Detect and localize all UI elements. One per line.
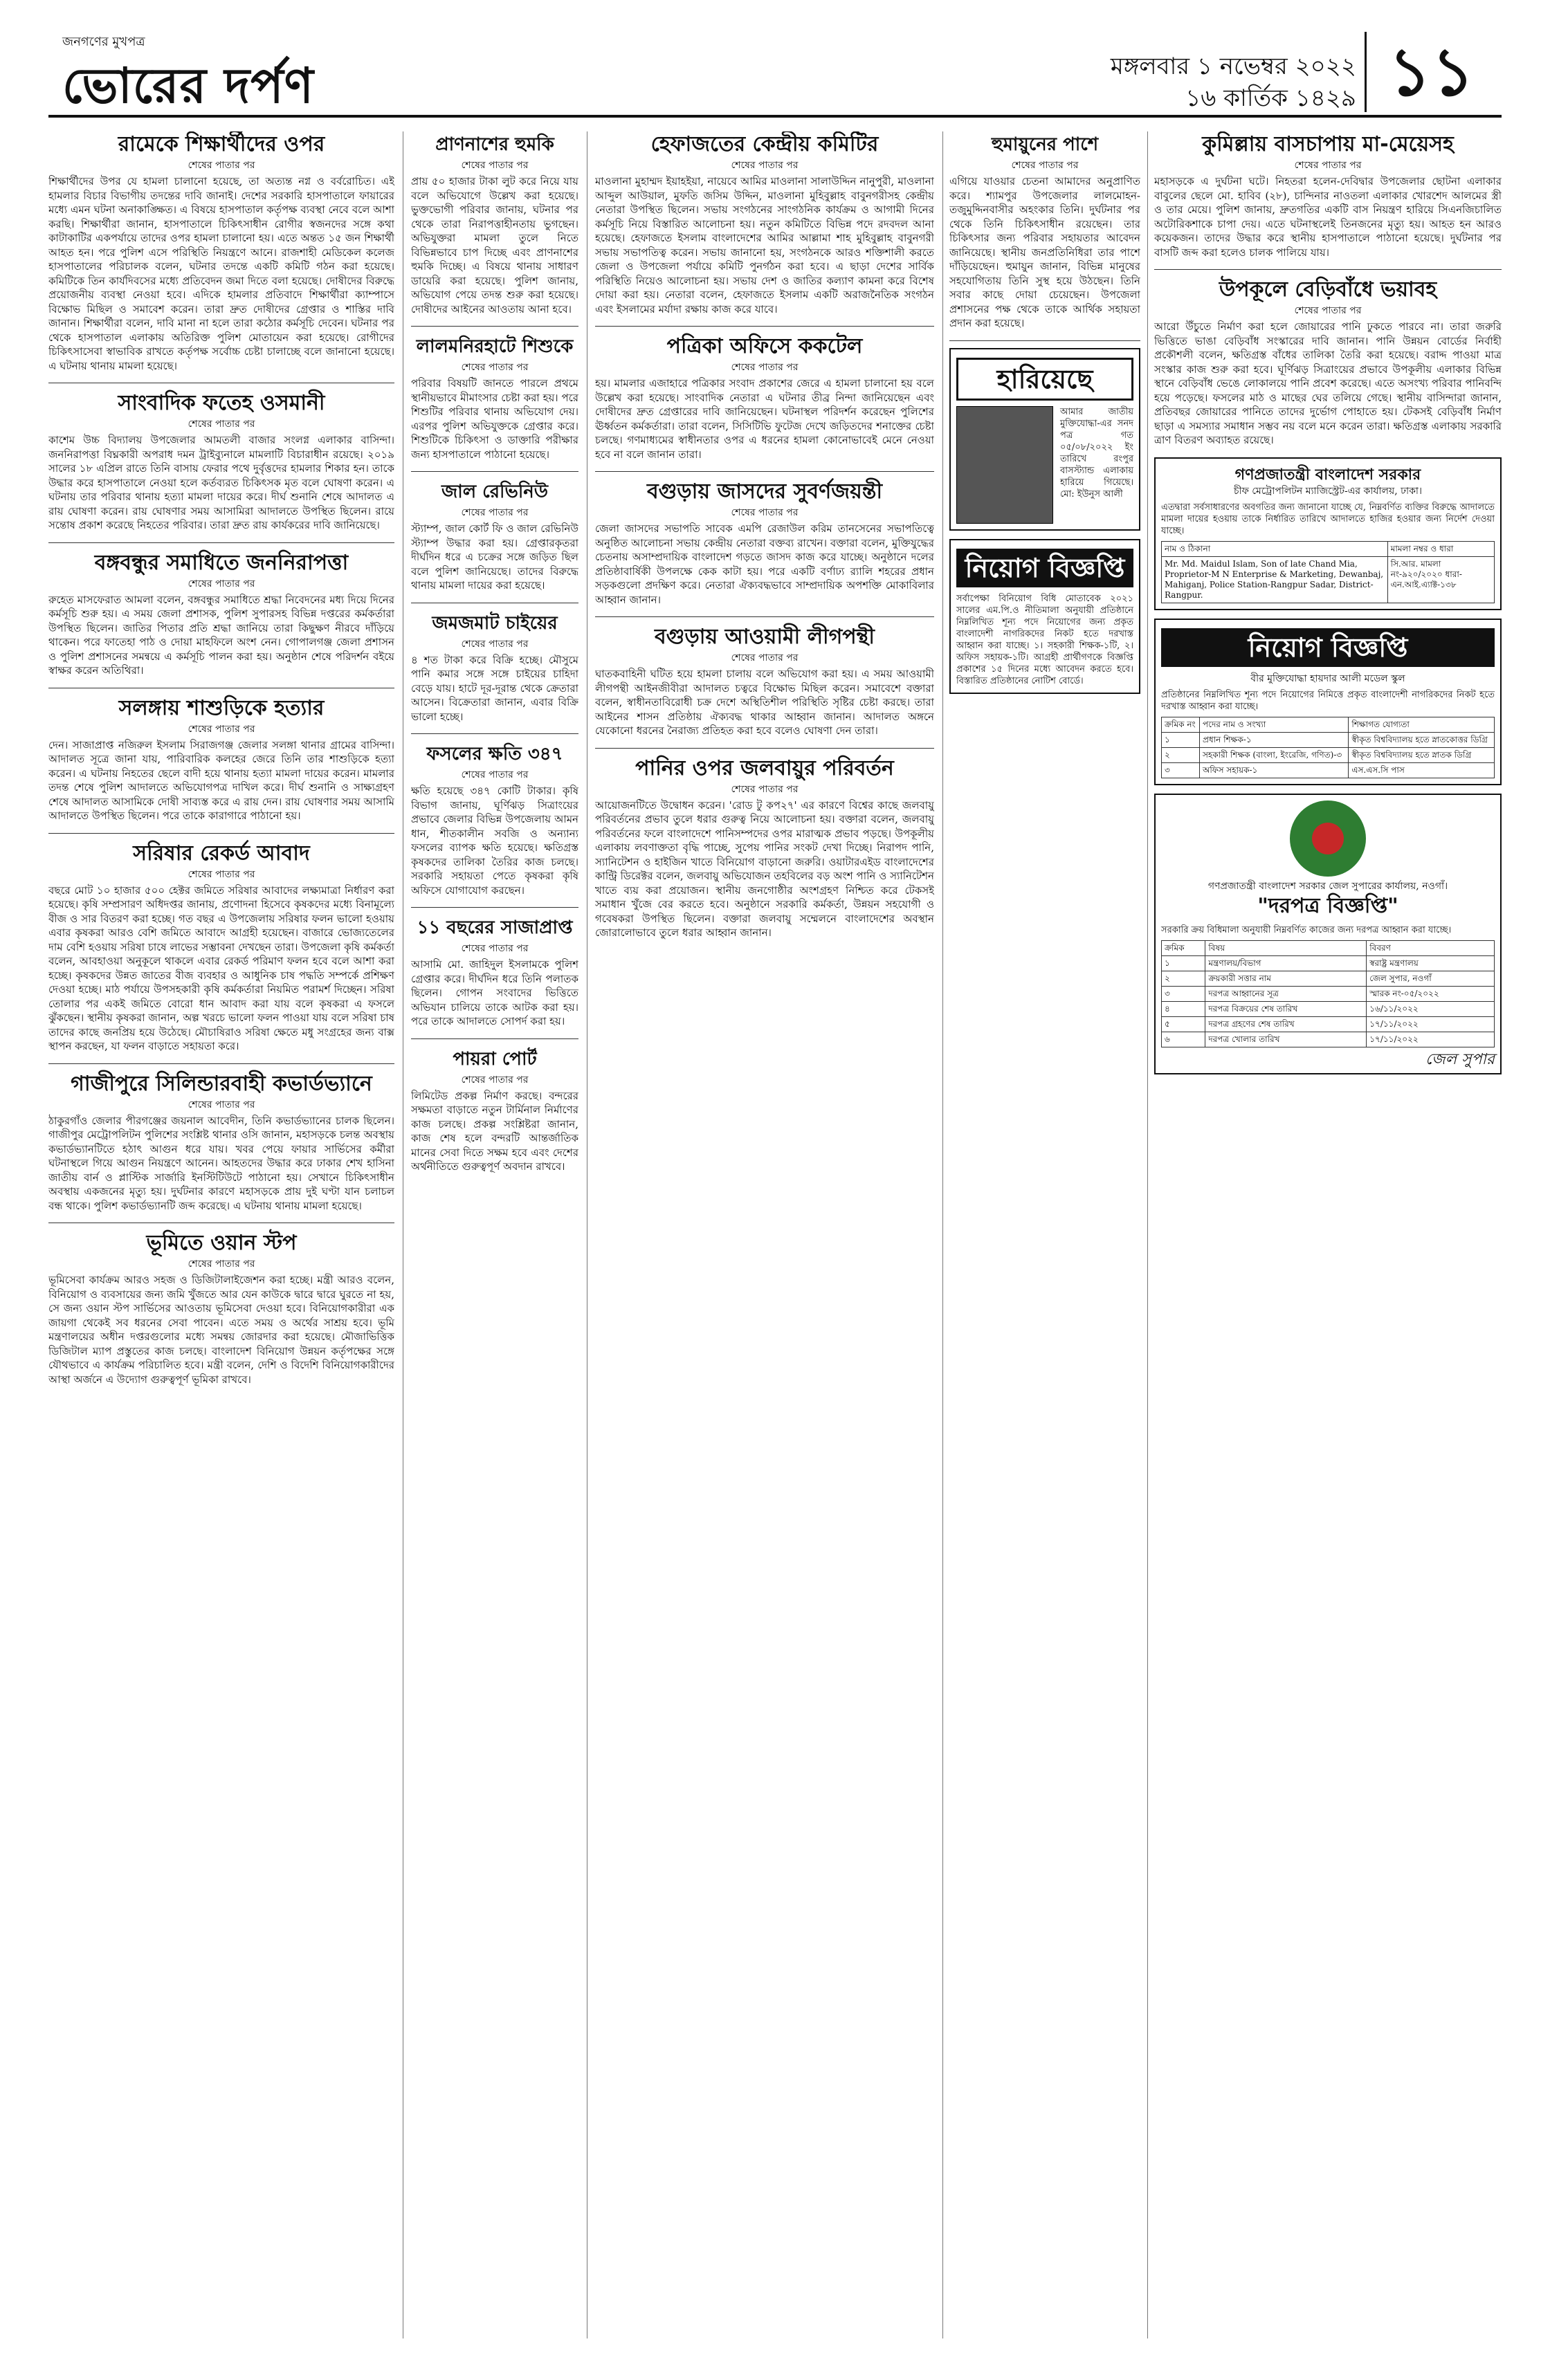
- article: [411, 915, 578, 1029]
- table-cell: ১৬/১১/২০২২: [1367, 1002, 1495, 1017]
- lost-notice: [949, 348, 1140, 531]
- table-cell: দরপত্র খোলার তারিখ: [1205, 1032, 1367, 1047]
- article-body: মহাসড়কে এ দুর্ঘটনা ঘটে। নিহতরা হলেন-দেবিদ্বার উপজেলার ছোটনা এলাকার বাবুলের ছেলে মো. হাবিব (২৮), চান্দিনার নাওতলা এলাকার খোরশেদ আলমের স্ত্রী ও তার মেয়ে। পুলিশ জানায়, দ্রুতগতির একটি বাস নিয়ন্ত্রণ হারিয়ে সিএনজিচালিত অটোরিকশাকে চাপা দেয়। এতে ঘটনাস্থলেই তিনজনের মৃত্যু হয়। আহত হন আরও কয়েকজন। তাদের উদ্ধার করে স্থানীয় হাসপাতালে পাঠানো হয়েছে। দুর্ঘটনার পর বাসটি জব্দ করা হলেও চালক পালিয়ে যায়।: [1154, 175, 1502, 259]
- tender-office: গণপ্রজাতন্ত্রী বাংলাদেশ সরকার জেল সুপারের কার্যালয়, নওগাঁ।: [1207, 881, 1448, 892]
- continuation-label: শেষের পাতার পর: [1011, 160, 1079, 171]
- recruitment-banner: নিয়োগ বিজ্ঞপ্তি: [956, 549, 1133, 587]
- newspaper-logo: ভোরের দর্পণ: [62, 57, 314, 114]
- table-cell: Mr. Md. Maidul Islam, Son of late Chand Mia, Proprietor-M N Enterprise & Marketing, Dewanbaj, Mahiganj, Police Station-Rangpur Sadar, District-Rangpur.: [1162, 556, 1388, 603]
- divider: [48, 833, 394, 834]
- table-cell: অফিস সহায়ক-১: [1199, 762, 1348, 778]
- article-headline: সাংবাদিক ফতেহ ওসমানী: [118, 391, 325, 415]
- government-emblem-icon: [1290, 800, 1366, 877]
- divider: [411, 733, 578, 734]
- divider: [595, 326, 934, 327]
- table-cell: ১৭/১১/২০২২: [1367, 1032, 1495, 1047]
- continuation-label: শেষের পাতার পর: [731, 160, 799, 171]
- table-cell: স্বীকৃত বিশ্ববিদ্যালয় হতে স্নাতক ডিগ্রি: [1349, 747, 1495, 762]
- recruitment-text: সর্বাপেক্ষা বিনিয়োগ বিধি মোতাবেক ২০২১ সালের এম.পি.ও নীতিমালা অনুযায়ী প্রতিষ্ঠানে নিম্নলিখিত শূন্য পদে নিয়োগের জন্য প্রকৃত বাংলাদেশী নাগরিকদের নিকট হতে দরখাস্ত আহ্বান করা যাচ্ছে। ১। সহকারী শিক্ষক-১টি, ২। অফিস সহায়ক-১টি। আগ্রহী প্রার্থীগণকে বিজ্ঞপ্তি প্রকাশের ১৫ দিনের মধ্যে আবেদন করতে হবে। বিস্তারিত প্রতিষ্ঠানের নোটিশ বোর্ডে।: [956, 593, 1133, 686]
- table-cell: প্রধান শিক্ষক-১: [1199, 732, 1348, 747]
- divider: [1154, 269, 1502, 270]
- divider: [48, 1063, 394, 1064]
- article-body: রুহেত মাসফেরাত আমলা বলেন, বঙ্গবন্ধুর সমাধিতে শ্রদ্ধা নিবেদনের মধ্য দিয়ে দিনের কর্মসূচি শুরু হয়। এ সময় জেলা প্রশাসক, পুলিশ সুপারসহ বিভিন্ন দপ্তরের কর্মকর্তারা উপস্থিত ছিলেন। জাতির পিতার প্রতি শ্রদ্ধা জানিয়ে তারা কিছুক্ষণ নীরবে দাঁড়িয়ে থাকেন। পরে ফাতেহা পাঠ ও দোয়া মাহফিলে অংশ নেন। গোপালগঞ্জ জেলা প্রশাসন ও পুলিশ প্রশাসনের সমন্বয়ে এ কর্মসূচি পালন করা হয়। অনুষ্ঠান শেষে পরিদর্শন বইয়ে স্বাক্ষর করেন অতিথিরা।: [48, 593, 394, 677]
- continuation-label: শেষের পাতার পর: [188, 1258, 255, 1270]
- masthead-tagline: জনগণের মুখপত্র: [62, 35, 145, 49]
- article-headline: ফসলের ক্ষতি ৩৪৭: [426, 744, 563, 765]
- table-cell: দরপত্র আহ্বানের সূত্র: [1205, 987, 1367, 1002]
- article-body: আসামি মো. জাহিদুল ইসলামকে পুলিশ গ্রেপ্তার করে। দীর্ঘদিন ধরে তিনি পলাতক ছিলেন। গোপন সংবাদের ভিত্তিতে অভিযান চালিয়ে তাকে আটক করা হয়। পরে তাকে আদালতে সোপর্দ করা হয়।: [411, 958, 578, 1027]
- column-rule: [1147, 131, 1148, 2338]
- column-3: [595, 131, 934, 2338]
- lost-notice-banner: হারিয়েছে: [956, 358, 1133, 401]
- column-2: [411, 131, 578, 2338]
- article: [595, 333, 934, 461]
- article-body: পরিবার বিষয়টি জানতে পারলে প্রথমে স্থানীয়ভাবে মীমাংসার চেষ্টা করা হয়। পরে শিশুটির পরিবার থানায় অভিযোগ দেয়। এরপর পুলিশ অভিযুক্তকে গ্রেপ্তার করে। শিশুটিকে চিকিৎসা ও ডাক্তারি পরীক্ষার জন্য হাসপাতালে পাঠানো হয়েছে।: [411, 377, 578, 461]
- article-headline: বঙ্গবন্ধুর সমাধিতে জননিরাপত্তা: [94, 550, 349, 575]
- article-headline: গাজীপুরে সিলিন্ডারবাহী কভার্ডভ্যানে: [71, 1071, 372, 1096]
- table-cell: জেল সুপার, নওগাঁ: [1367, 971, 1495, 987]
- article-headline: কুমিল্লায় বাসচাপায় মা-মেয়েসহ: [1202, 132, 1454, 156]
- masthead: [48, 28, 1502, 118]
- table-cell: স্মারক নং-০৫/২০২২: [1367, 987, 1495, 1002]
- table-cell: ২: [1162, 747, 1200, 762]
- article-body: মাওলানা মুহাম্মদ ইয়াহইয়া, নায়েবে আমির মাওলানা সালাউদ্দিন নানুপুরী, মাওলানা আব্দুল আউয়াল, মুফতি জসিম উদ্দিন, মাওলানা মুহিবুল্লাহ বাবুনগরীসহ কেন্দ্রীয় নেতারা উপস্থিত ছিলেন। সভায় সংগঠনের সাংগঠনিক কার্যক্রম ও আগামী দিনের কর্মসূচি নিয়ে বিস্তারিত আলোচনা হয়। নতুন কমিটিতে বিভিন্ন পদে রদবদল আনা হয়েছে। হেফাজতে ইসলাম বাংলাদেশের আমির আল্লামা শাহ মুহিবুল্লাহ বাবুনগরী সভায় সভাপতিত্ব করেন। সভায় জানানো হয়, সংগঠনকে আরও শক্তিশালী করতে জেলা ও উপজেলা পর্যায়ে কমিটি পুনর্গঠন করা হবে। এ ছাড়া দেশের সার্বিক পরিস্থিতি নিয়েও আলোচনা হয়। সভায় দেশ ও জাতির কল্যাণ কামনা করে বিশেষ দোয়া করা হয়। নেতারা বলেন, হেফাজতে ইসলাম একটি অরাজনৈতিক সংগঠন এবং ইসলামের মর্যাদা রক্ষায় কাজ করে যাবে।: [595, 175, 934, 315]
- continuation-label: শেষের পাতার পর: [188, 868, 255, 880]
- continuation-label: শেষের পাতার পর: [461, 160, 529, 171]
- article: [48, 550, 394, 678]
- continuation-label: শেষের পাতার পর: [188, 723, 255, 735]
- tender-text: সরকারি ক্রয় বিধিমালা অনুযায়ী নিম্নবর্ণিত কাজের জন্য দরপত্র আহ্বান করা যাচ্ছে।: [1161, 925, 1452, 935]
- date-gregorian: মঙ্গলবার ১ নভেম্বর ২০২২: [1110, 53, 1356, 80]
- article-body: ক্ষতি হয়েছে ৩৪৭ কোটি টাকার। কৃষি বিভাগ জানায়, ঘূর্ণিঝড় সিত্রাংয়ের প্রভাবে জেলার বিভিন্ন উপজেলায় আমন ধান, শীতকালীন সবজি ও অন্যান্য ফসলের ব্যাপক ক্ষতি হয়েছে। ক্ষতিগ্রস্ত কৃষকদের তালিকা তৈরির কাজ চলছে। সরকারি সহায়তা পেতে কৃষকরা কৃষি অফিসে যোগাযোগ করছেন।: [411, 785, 578, 897]
- continuation-label: শেষের পাতার পর: [461, 943, 529, 954]
- divider: [48, 542, 394, 543]
- article-headline: জমজমাট চাইয়ের: [432, 612, 558, 634]
- article-headline: জাল রেভিনিউ: [441, 482, 549, 502]
- lost-notice-text: আমার জাতীয় মুক্তিযোদ্ধা-এর সনদ পত্র গত ০৫/০৮/২০২২ ইং তারিখে রংপুর বাসস্ট্যান্ড এলাকায় হারিয়ে গিয়েছে। মো: ইউনুস আলী: [1060, 406, 1133, 500]
- article-body: আয়োজনটিতে উদ্বোধন করেন। 'রোড টু কপ২৭' এর কারণে বিশ্বের কাছে জলবায়ু পরিবর্তনের প্রভাব তুলে ধরার গুরুত্ব নিয়ে আলোচনা হয়। বক্তারা বলেন, জলবায়ু পরিবর্তনের ফলে বাংলাদেশে পানিসম্পদের ওপর মারাত্মক প্রভাব পড়ছে। উপকূলীয় এলাকায় লবণাক্ততা বৃদ্ধি পাচ্ছে, সুপেয় পানির সংকট দেখা দিচ্ছে। নিরাপদ পানি, স্যানিটেশন ও হাইজিন খাতে বিনিয়োগ বাড়ানো জরুরি। ওয়াটারএইড বাংলাদেশের কান্ট্রি ডিরেক্টর বলেন, জলবায়ু অভিযোজন তহবিলের বড় অংশ পানি ও স্যানিটেশন খাতে ব্যয় করা প্রয়োজন। স্থানীয় জনগোষ্ঠীর অংশগ্রহণ নিশ্চিত করে টেকসই সমাধান খুঁজে বের করতে হবে। অনুষ্ঠানে সরকারি কর্মকর্তা, উন্নয়ন সহযোগী ও গবেষকরা উপস্থিত ছিলেন। বক্তারা জলবায়ু সম্মেলনে বাংলাদেশের অবস্থান জোরালোভাবে তুলে ধরার আহ্বান জানান।: [595, 798, 934, 939]
- article: [949, 131, 1140, 331]
- table-cell: এস.এস.সি পাস: [1349, 762, 1495, 778]
- column-4: [949, 131, 1140, 2338]
- article: [48, 695, 394, 823]
- article-headline: পত্রিকা অফিসে ককটেল: [666, 334, 863, 358]
- court-notice-table: [1161, 541, 1495, 603]
- table-header: ক্রমিক: [1162, 941, 1205, 956]
- article: [1154, 277, 1502, 448]
- table-header: শিক্ষাগত যোগ্যতা: [1349, 717, 1495, 732]
- article: [48, 131, 394, 373]
- person-photo: [956, 406, 1053, 524]
- article: [1154, 131, 1502, 259]
- article-headline: পায়রা পোর্ট: [453, 1048, 537, 1070]
- table-header: বিষয়: [1205, 941, 1367, 956]
- continuation-label: শেষের পাতার পর: [461, 1074, 529, 1086]
- recruitment-banner: নিয়োগ বিজ্ঞপ্তি: [1161, 628, 1495, 667]
- article-body: প্রায় ৫০ হাজার টাকা লুট করে নিয়ে যায় বলে অভিযোগে উল্লেখ করা হয়েছে। ভুক্তভোগী পরিবার জানায়, ঘটনার পর থেকে তারা নিরাপত্তাহীনতায় ভুগছেন। অভিযুক্তরা মামলা তুলে নিতে বিভিন্নভাবে চাপ দিচ্ছে এবং প্রাণনাশের হুমকি দিচ্ছে। এ বিষয়ে থানায় সাধারণ ডায়েরি করা হয়েছে। পুলিশ জানায়, অভিযোগ পেয়ে তদন্ত শুরু করা হয়েছে। দোষীদের আইনের আওতায় আনা হবে।: [411, 175, 578, 315]
- signature: জেল সুপার: [1425, 1051, 1495, 1068]
- continuation-label: শেষের পাতার পর: [461, 362, 529, 373]
- continuation-label: শেষের পাতার পর: [731, 652, 799, 663]
- article: [595, 131, 934, 316]
- divider: [411, 907, 578, 908]
- article: [48, 841, 394, 1054]
- table-cell: ৪: [1162, 1002, 1205, 1017]
- article: [411, 1046, 578, 1174]
- article-body: হয়। মামলার এজাহারে পত্রিকার সংবাদ প্রকাশের জেরে এ হামলা চালানো হয় বলে উল্লেখ করা হয়েছে। সাংবাদিক নেতারা এ ঘটনার তীব্র নিন্দা জানিয়েছেন এবং দোষীদের দ্রুত গ্রেপ্তারের দাবি জানিয়েছেন। ঘটনাস্থল পরিদর্শন করেছেন পুলিশের ঊর্ধ্বতন কর্মকর্তারা। তারা বলেন, সিসিটিভি ফুটেজ দেখে জড়িতদের শনাক্তের চেষ্টা চলছে। গণমাধ্যমের স্বাধীনতার ওপর এ ধরনের হামলা কোনোভাবেই মেনে নেওয়া হবে না বলে জানান তারা।: [595, 377, 934, 461]
- continuation-label: শেষের পাতার পর: [461, 507, 529, 518]
- divider: [411, 471, 578, 472]
- date-bengali: ১৬ কার্তিক ১৪২৯: [1185, 84, 1356, 112]
- divider: [949, 340, 1140, 341]
- column-rule: [942, 131, 943, 2338]
- continuation-label: শেষের পাতার পর: [1294, 160, 1362, 171]
- recruitment-notice-small: [949, 539, 1140, 694]
- recruitment-table: [1161, 717, 1495, 778]
- table-cell: ১৭/১১/২০২২: [1367, 1017, 1495, 1032]
- article-body: জেলা জাসদের সভাপতি সাবেক এমপি রেজাউল করিম তানসেনের সভাপতিত্বে অনুষ্ঠিত আলোচনা সভায় কেন্দ্রীয় নেতারা বক্তব্য রাখেন। বক্তারা বলেন, মুক্তিযুদ্ধের চেতনায় অসাম্প্রদায়িক বাংলাদেশ গড়তে জাসদ কাজ করে যাচ্ছে। অনুষ্ঠানে দলের প্রতিষ্ঠাবার্ষিকী উপলক্ষে কেক কাটা হয়। পরে একটি বর্ণাঢ্য র‌্যালি শহরের প্রধান সড়কগুলো প্রদক্ষিণ করে। নেতারা ঐক্যবদ্ধভাবে সাম্প্রদায়িক অপশক্তি মোকাবিলার আহ্বান জানান।: [595, 522, 934, 606]
- table-header: মামলা নম্বর ও ধারা: [1387, 541, 1494, 556]
- article-body: লিমিটেড প্রকল্প নির্মাণ করছে। বন্দরের সক্ষমতা বাড়াতে নতুন টার্মিনাল নির্মাণের কাজ চলছে। প্রকল্প সংশ্লিষ্টরা জানান, কাজ শেষ হলে বন্দরটি আন্তর্জাতিক মানের সেবা দিতে সক্ষম হবে এবং দেশের অর্থনীতিতে গুরুত্বপূর্ণ অবদান রাখবে।: [411, 1089, 578, 1173]
- article-body: ঠাকুরগাঁও জেলার পীরগঞ্জের জয়নাল আবেদীন, তিনি কভার্ডভ্যানের চালক ছিলেন। গাজীপুর মেট্রোপলিটন পুলিশের সংশ্লিষ্ট থানার ওসি জানান, মহাসড়কে চলন্ত অবস্থায় কভার্ডভ্যানটিতে হঠাৎ আগুন ধরে যায়। খবর পেয়ে ফায়ার সার্ভিসের কর্মীরা ঘটনাস্থলে গিয়ে আগুন নিয়ন্ত্রণে আনেন। আহতদের উদ্ধার করে ঢাকার শেখ হাসিনা জাতীয় বার্ন ও প্লাস্টিক সার্জারি ইনস্টিটিউটে পাঠানো হয়। সেখানে চিকিৎসাধীন অবস্থায় একজনের মৃত্যু হয়। দুর্ঘটনার কারণে মহাসড়কে প্রায় দুই ঘণ্টা যান চলাচল বন্ধ থাকে। পুলিশ কভার্ডভ্যানটি জব্দ করেছে। এ ঘটনায় থানায় মামলা হয়েছে।: [48, 1114, 394, 1212]
- article-headline: হুমায়ুনের পাশে: [991, 134, 1099, 155]
- article-headline: প্রাণনাশের হুমকি: [435, 134, 554, 155]
- article-body: স্ট্যাম্প, জাল কোর্ট ফি ও জাল রেভিনিউ স্ট্যাম্প উদ্ধার করা হয়। গ্রেপ্তারকৃতরা দীর্ঘদিন ধরে এ চক্রের সঙ্গে জড়িত ছিল বলে পুলিশ জানিয়েছে। তাদের বিরুদ্ধে থানায় মামলা দায়ের করা হয়েছে।: [411, 522, 578, 592]
- tender-notice: [1154, 794, 1502, 1074]
- article-headline: পানির ওপর জলবায়ুর পরিবর্তন: [635, 756, 894, 780]
- table-cell: দরপত্র বিক্রয়ের শেষ তারিখ: [1205, 1002, 1367, 1017]
- divider: [595, 616, 934, 617]
- continuation-label: শেষের পাতার পর: [731, 362, 799, 373]
- table-cell: ৩: [1162, 987, 1205, 1002]
- column-1: [48, 131, 394, 2338]
- continuation-label: শেষের পাতার পর: [461, 769, 529, 780]
- continuation-label: শেষের পাতার পর: [461, 638, 529, 650]
- table-cell: সহকারী শিক্ষক (বাংলা, ইংরেজি, গণিত)-৩: [1199, 747, 1348, 762]
- recruitment-text: প্রতিষ্ঠানের নিম্নলিখিত শূন্য পদে নিয়োগের নিমিত্তে প্রকৃত বাংলাদেশী নাগরিকদের নিকট হতে দরখাস্ত আহ্বান করা যাচ্ছে।: [1161, 689, 1495, 712]
- divider: [411, 1038, 578, 1039]
- article: [48, 1071, 394, 1214]
- article: [411, 479, 578, 593]
- school-name: বীর মুক্তিযোদ্ধা হায়দার আলী মডেল স্কুল: [1250, 672, 1405, 684]
- article-headline: রামেকে শিক্ষার্থীদের ওপর: [118, 132, 325, 156]
- article: [411, 741, 578, 897]
- table-cell: সি.আর. মামলা নং-৯২০/২০২০ ধারা-এন.আই.এ্যাক্ট-১৩৮: [1387, 556, 1494, 603]
- article-body: শিক্ষার্থীদের উপর যে হামলা চালানো হয়েছে, তা অত্যন্ত নগ্ন ও বর্বরোচিত। এই হামলার বিচার বিভাগীয় তদন্তের দাবি জানাই। দেশের সরকারি হাসপাতালে ফায়ারের মধ্যে এমন ঘটনা অনাকাঙ্ক্ষিত। এ বিষয়ে হাসপাতাল কর্তৃপক্ষ ব্যবস্থা নেবে বলে আশা করছি। শিক্ষার্থীরা জানান, হাসপাতালে চিকিৎসাধীন রোগীর স্বজনদের সঙ্গে কথা কাটাকাটির একপর্যায়ে তাদের ওপর হামলা চালানো হয়। এতে অন্তত ১৫ জন শিক্ষার্থী আহত হন। পরে পুলিশ এসে পরিস্থিতি নিয়ন্ত্রণে আনে। রাজশাহী মেডিকেল কলেজ হাসপাতালের পরিচালক বলেন, ঘটনার তদন্তে একটি কমিটি গঠন করা হয়েছে। কমিটিকে তিন কার্যদিবসের মধ্যে প্রতিবেদন জমা দিতে বলা হয়েছে। দোষীদের বিরুদ্ধে প্রয়োজনীয় ব্যবস্থা নেওয়া হবে। এদিকে হামলার প্রতিবাদে শিক্ষার্থীরা ক্যাম্পাসে বিক্ষোভ মিছিল ও সমাবেশ করেন। তারা দ্রুত দোষীদের গ্রেপ্তার ও শাস্তির দাবি জানান। শিক্ষার্থীরা বলেন, দাবি মানা না হলে তারা কঠোর কর্মসূচি দেবেন। ঘটনার পর থেকে হাসপাতাল এলাকায় অতিরিক্ত পুলিশ মোতায়েন করা হয়েছে। রোগীদের চিকিৎসাসেবা স্বাভাবিক রাখতে কর্তৃপক্ষ সর্বোচ্চ চেষ্টা চালাচ্ছে বলে জানানো হয়েছে। এ ঘটনায় থানায় মামলা হয়েছে।: [48, 175, 394, 372]
- table-cell: মন্ত্রণালয়/বিভাগ: [1205, 956, 1367, 971]
- tender-title: "দরপত্র বিজ্ঞপ্তি": [1257, 894, 1398, 918]
- article-headline: ভূমিতে ওয়ান স্টপ: [146, 1231, 297, 1255]
- tender-emblem-row: [1161, 800, 1495, 881]
- table-header: বিবরণ: [1367, 941, 1495, 956]
- divider: [595, 471, 934, 472]
- court-notice-text: এতদ্বারা সর্বসাধারণের অবগতির জন্য জানানো যাচ্ছে যে, নিম্নবর্ণিত ব্যক্তির বিরুদ্ধে আদালতে মামলা দায়ের হওয়ায় তাকে নির্ধারিত তারিখে আদালতে হাজির হওয়ার জন্য নির্দেশ দেওয়া যাচ্ছে।: [1161, 502, 1495, 536]
- article-body: ঘাতকবাহিনী ঘটিত হয়ে হামলা চালায় বলে অভিযোগ করা হয়। এ সময় আওয়ামী লীগপন্থী আইনজীবীরা আদালত চত্বরে বিক্ষোভ মিছিল করেন। সমাবেশে বক্তারা বলেন, স্বাধীনতাবিরোধী চক্র দেশে অস্থিতিশীল পরিস্থিতি সৃষ্টির চেষ্টা করছে। তারা আইনের শাসন প্রতিষ্ঠায় ঐক্যবদ্ধ থাকার আহ্বান জানান। আদালত অঙ্গনে যেকোনো ধরনের নৈরাজ্য প্রতিহত করা হবে বলেও ঘোষণা দেন তারা।: [595, 668, 934, 737]
- article: [595, 756, 934, 940]
- recruitment-notice: [1154, 619, 1502, 785]
- table-cell: স্বীকৃত বিশ্ববিদ্যালয় হতে স্নাতকোত্তর ডিগ্রি: [1349, 732, 1495, 747]
- continuation-label: শেষের পাতার পর: [1294, 305, 1362, 316]
- table-cell: ৫: [1162, 1017, 1205, 1032]
- article-body: এগিয়ে যাওয়ার চেতনা আমাদের অনুপ্রাণিত করে। শ্যামপুর উপজেলার লালমোহন-তজুমুদ্দিনবাসীর অহংকার তিনি। দুর্ঘটনার পর থেকে তিনি চিকিৎসাধীন রয়েছেন। তার চিকিৎসার জন্য পরিবার সহায়তার আবেদন জানিয়েছে। স্থানীয় জনপ্রতিনিধিরা তার পাশে দাঁড়িয়েছেন। হুমায়ুন জানান, বিভিন্ন মানুষের সহযোগিতায় তিনি সুস্থ হয়ে উঠছেন। তিনি সবার কাছে দোয়া চেয়েছেন। উপজেলা প্রশাসনের পক্ষ থেকে তাকে আর্থিক সহায়তা প্রদান করা হয়েছে।: [949, 175, 1140, 329]
- table-cell: ২: [1162, 971, 1205, 987]
- divider: [595, 748, 934, 749]
- court-notice: [1154, 457, 1502, 610]
- article: [48, 1230, 394, 1386]
- page-number: ১১: [1365, 32, 1496, 112]
- table-header: পদের নাম ও সংখ্যা: [1199, 717, 1348, 732]
- table-header: ক্রমিক নং: [1162, 717, 1200, 732]
- table-cell: ১: [1162, 956, 1205, 971]
- article: [411, 131, 578, 316]
- table-cell: ১: [1162, 732, 1200, 747]
- table-cell: ক্রয়কারী সত্তার নাম: [1205, 971, 1367, 987]
- article-body: দেন। সাজাপ্রাপ্ত নজিরুল ইসলাম সিরাজগঞ্জ জেলার সলঙ্গা থানার গ্রামের বাসিন্দা। আদালত সূত্রে জানা যায়, পারিবারিক কলহের জেরে তিনি তার শাশুড়িকে হত্যা করেন। এ ঘটনায় নিহতের ছেলে বাদী হয়ে থানায় হত্যা মামলা দায়ের করেন। মামলার তদন্ত শেষে পুলিশ আদালতে অভিযোগপত্র দাখিল করে। দীর্ঘ শুনানি ও সাক্ষ্যগ্রহণ শেষে আদালত আসামিকে দোষী সাব্যস্ত করে এ রায় দেন। রায় ঘোষণার সময় আসামি আদালতে উপস্থিত ছিলেন। পরে তাকে কারাগারে পাঠানো হয়।: [48, 738, 394, 822]
- table-header: নাম ও ঠিকানা: [1162, 541, 1388, 556]
- table-cell: ৩: [1162, 762, 1200, 778]
- continuation-label: শেষের পাতার পর: [731, 507, 799, 518]
- article-body: ভূমিসেবা কার্যক্রম আরও সহজ ও ডিজিটালাইজেশন করা হচ্ছে। মন্ত্রী আরও বলেন, বিনিয়োগ ও ব্যবসায়ের জন্য জমি খুঁজতে আর যেন কাউকে দ্বারে দ্বারে ঘুরতে না হয়, সে জন্য ওয়ান স্টপ সার্ভিসের আওতায় ভূমিসেবা দেওয়া হবে। বিনিয়োগকারীরা এক জায়গা থেকেই সব ধরনের সেবা পাবেন। এতে সময় ও অর্থের সাশ্রয় হবে। ভূমি মন্ত্রণালয়ের অধীন দপ্তরগুলোর মধ্যে সমন্বয় জোরদার করা হয়েছে। মৌজাভিত্তিক ডিজিটাল ম্যাপ প্রস্তুতের কাজ চলছে। বাংলাদেশ বিনিয়োগ উন্নয়ন কর্তৃপক্ষের সঙ্গে যৌথভাবে এ কার্যক্রম পরিচালিত হবে। মন্ত্রী বলেন, দেশি ও বিদেশি বিনিয়োগকারীদের আস্থা অর্জনে এ উদ্যোগ গুরুত্বপূর্ণ ভূমিকা রাখবে।: [48, 1274, 394, 1386]
- article: [411, 333, 578, 461]
- continuation-label: শেষের পাতার পর: [188, 160, 255, 171]
- court-notice-office: চীফ মেট্রোপলিটন ম্যাজিস্ট্রেট-এর কার্যালয়, ঢাকা।: [1234, 485, 1422, 497]
- article-headline: ১১ বছরের সাজাপ্রাপ্ত: [417, 917, 573, 938]
- article-headline: লালমনিরহাটে শিশুকে: [416, 336, 574, 357]
- article-headline: সরিষার রেকর্ড আবাদ: [133, 841, 310, 866]
- divider: [411, 326, 578, 327]
- article: [411, 610, 578, 724]
- continuation-label: শেষের পাতার পর: [188, 578, 255, 589]
- article-body: ৪ শত টাকা করে বিক্রি হচ্ছে। মৌসুমে পানি কমার সঙ্গে সঙ্গে চাইয়ের চাহিদা বেড়ে যায়। হাটে দূর-দূরান্ত থেকে ক্রেতারা আসেন। বিক্রেতারা জানান, এবার বিক্রি ভালো হচ্ছে।: [411, 653, 578, 723]
- article-headline: বগুড়ায় জাসদের সুবর্ণজয়ন্তী: [646, 479, 883, 504]
- article-headline: উপকূলে বেড়িবাঁধে ভয়াবহ: [1219, 277, 1437, 302]
- article-body: আরো উঁচুতে নির্মাণ করা হলে জোয়ারের পানি ঢুকতে পারবে না। তারা জরুরি ভিত্তিতে ভাঙা বেড়িবাঁধ সংস্কারের দাবি জানান। পানি উন্নয়ন বোর্ডের নির্বাহী প্রকৌশলী বলেন, ক্ষতিগ্রস্ত বাঁধের তালিকা তৈরি করা হয়েছে। বরাদ্দ পাওয়া মাত্র সংস্কার কাজ শুরু করা হবে। ঘূর্ণিঝড় সিত্রাংয়ের প্রভাবে উপকূলীয় এলাকার বিভিন্ন স্থানে বেড়িবাঁধ ভেঙে লোকালয়ে পানি প্রবেশ করেছে। এতে অসংখ্য পরিবার পানিবন্দি হয়ে পড়েছে। ফসলের মাঠ ও মাছের ঘের তলিয়ে গেছে। স্থানীয় বাসিন্দারা জানান, প্রতিবছর জোয়ারের পানিতে তাদের দুর্ভোগ পোহাতে হয়। টেকসই বেড়িবাঁধ নির্মাণ ছাড়া এ সমস্যার সমাধান সম্ভব নয় বলে মনে করেন তারা। ক্ষতিগ্রস্ত এলাকায় সরকারি ত্রাণ বিতরণ অব্যাহত রয়েছে।: [1154, 320, 1502, 446]
- table-cell: স্বরাষ্ট্র মন্ত্রণালয়: [1367, 956, 1495, 971]
- table-cell: দরপত্র গ্রহণের শেষ তারিখ: [1205, 1017, 1367, 1032]
- article-headline: সলঙ্গায় শাশুড়িকে হত্যার: [118, 695, 325, 720]
- article-headline: বগুড়ায় আওয়ামী লীগপন্থী: [655, 625, 875, 649]
- article-body: কাশেম উচ্চ বিদ্যালয় উপজেলার আমতলী বাজার সংলগ্ন এলাকার বাসিন্দা। জননিরাপত্তা বিঘ্নকারী অপরাধ দমন ট্রাইব্যুনালে মামলাটি বিচারাধীন রয়েছে। ২০১৯ সালের ১৮ এপ্রিল রাতে তিনি বাসায় ফেরার পথে দুর্বৃত্তদের হামলার শিকার হন। তাকে উদ্ধার করে হাসপাতালে নেওয়া হলে কর্তব্যরত চিকিৎসক মৃত বলে ঘোষণা করেন। এ ঘটনায় তার পরিবার থানায় হত্যা মামলা দায়ের করে। দীর্ঘ শুনানি শেষে আদালত এ রায় ঘোষণা করেন। রায় ঘোষণার সময় আসামিরা আদালতে উপস্থিত ছিলেন। রায়ে সন্তোষ প্রকাশ করেছে নিহতের পরিবার। তারা দ্রুত রায় কার্যকরের দাবি জানিয়েছে।: [48, 434, 394, 531]
- tender-table: [1161, 940, 1495, 1047]
- article: [595, 624, 934, 738]
- court-notice-title: গণপ্রজাতন্ত্রী বাংলাদেশ সরকার: [1234, 465, 1421, 484]
- table-cell: ৬: [1162, 1032, 1205, 1047]
- article: [595, 479, 934, 607]
- column-5: [1154, 131, 1502, 2338]
- article: [48, 390, 394, 533]
- continuation-label: শেষের পাতার পর: [188, 419, 255, 430]
- continuation-label: শেষের পাতার পর: [188, 1099, 255, 1110]
- continuation-label: শেষের পাতার পর: [731, 783, 799, 795]
- article-headline: হেফাজতের কেন্দ্রীয় কমিটির: [650, 132, 879, 156]
- article-body: বছরে মোট ১০ হাজার ৫০০ হেক্টর জমিতে সরিষার আবাদের লক্ষ্যমাত্রা নির্ধারণ করা হয়েছে। কৃষি সম্প্রসারণ অধিদপ্তর জানায়, প্রণোদনা হিসেবে কৃষকদের মধ্যে বিনামূল্যে বীজ ও সার বিতরণ করা হচ্ছে। গত বছর এ উপজেলায় সরিষার ফলন ভালো হওয়ায় এবার কৃষকরা আরও বেশি জমিতে আবাদে আগ্রহী হয়েছেন। বাজারে ভোজ্যতেলের দাম বেশি হওয়ায় সরিষা চাষে লাভের সম্ভাবনা দেখছেন তারা। উপজেলা কৃষি কর্মকর্তা বলেন, আবহাওয়া অনুকূলে থাকলে এবার রেকর্ড পরিমাণ ফলন হবে বলে আশা করা হচ্ছে। কৃষকদের উন্নত জাতের বীজ ব্যবহার ও আধুনিক চাষ পদ্ধতি সম্পর্কে প্রশিক্ষণ দেওয়া হচ্ছে। মাঠ পর্যায়ে উপসহকারী কৃষি কর্মকর্তারা নিয়মিত পরামর্শ দিচ্ছেন। সরিষা তোলার পর একই জমিতে বোরো ধান আবাদ করা যায় বলে কৃষকরা এ ফসলে ঝুঁকছেন। স্থানীয় কৃষকরা জানান, অল্প খরচে ভালো ফলন পাওয়া যায় বলে সরিষা চাষ তাদের কাছে জনপ্রিয় হয়ে উঠেছে। মৌচাষিরাও সরিষা ক্ষেতে মধু সংগ্রহের জন্য বাক্স স্থাপন করছেন, যা ফলন বাড়াতে সহায়তা করে।: [48, 884, 394, 1052]
